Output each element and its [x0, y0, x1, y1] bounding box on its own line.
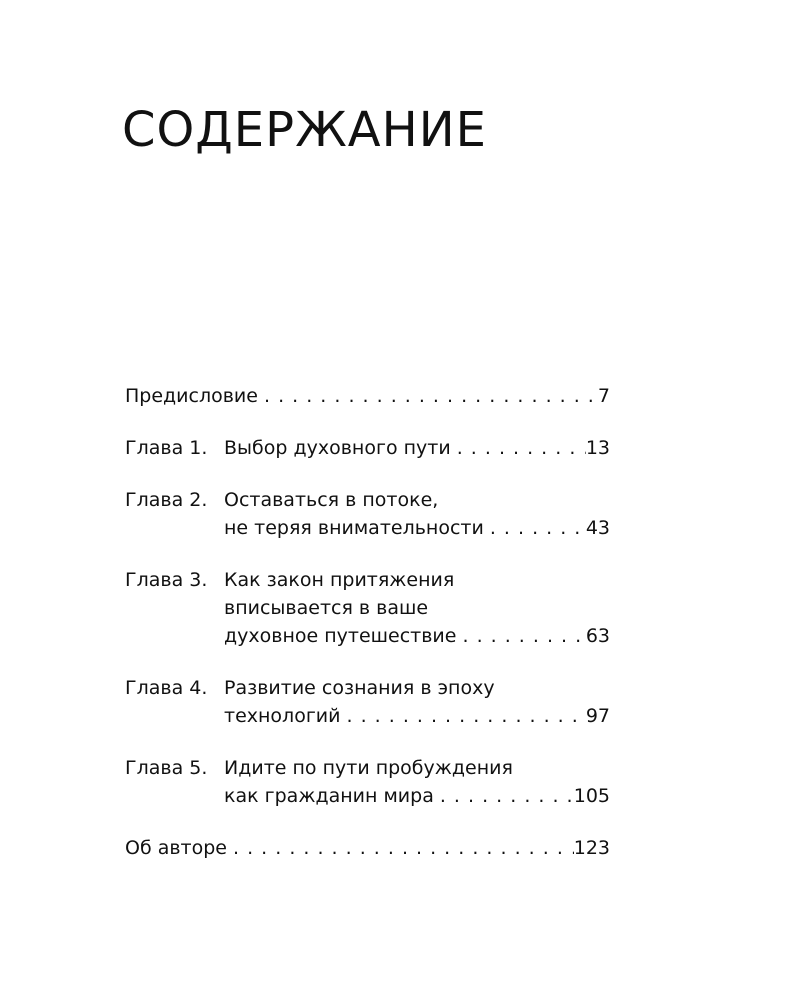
toc-entry-title: Развитие сознания в эпоху — [224, 677, 495, 699]
toc-entry-title-cont: духовное путешествие — [224, 625, 457, 647]
toc-entry-title-cont: не теряя внимательности — [224, 517, 484, 539]
toc-entry-title: Выбор духовного пути — [224, 437, 451, 459]
toc-entry-chapter-3[interactable] — [125, 566, 610, 650]
toc-page-number: 123 — [573, 837, 610, 859]
toc-entry-title-cont: как гражданин мира — [224, 785, 434, 807]
page-title: СОДЕРЖАНИЕ — [122, 102, 487, 158]
dot-leader — [341, 702, 586, 730]
dot-leader — [258, 382, 598, 410]
toc-page-number: 43 — [585, 517, 610, 539]
toc-page-number: 105 — [573, 785, 610, 807]
chapter-label: Глава 1. — [125, 437, 208, 459]
chapter-label: Глава 4. — [125, 677, 208, 699]
toc-page-number: 97 — [585, 705, 610, 727]
dot-leader — [227, 834, 574, 862]
toc-entry-title: Как закон притяжения — [224, 569, 455, 591]
chapter-label: Глава 2. — [125, 489, 208, 511]
chapter-label: Глава 3. — [125, 569, 208, 591]
table-of-contents — [125, 382, 610, 862]
toc-entry-title-cont: технологий — [224, 705, 341, 727]
toc-page-number: 7 — [597, 385, 610, 407]
toc-entry-chapter-4[interactable] — [125, 674, 610, 730]
dot-leader — [484, 514, 586, 542]
toc-entry-title: Предисловие — [125, 385, 258, 407]
dot-leader — [456, 622, 585, 650]
dot-leader — [434, 782, 574, 810]
dot-leader — [451, 434, 586, 462]
toc-page-number: 63 — [585, 625, 610, 647]
toc-entry-title-cont: вписывается в ваше — [224, 597, 429, 619]
chapter-label: Глава 5. — [125, 757, 208, 779]
toc-entry-chapter-1[interactable] — [125, 434, 610, 462]
toc-page-number: 13 — [585, 437, 610, 459]
toc-entry-preface[interactable] — [125, 382, 610, 410]
toc-entry-title: Оставаться в потоке, — [224, 489, 439, 511]
toc-entry-about-author[interactable] — [125, 834, 610, 862]
toc-entry-title: Идите по пути пробуждения — [224, 757, 513, 779]
toc-entry-chapter-5[interactable] — [125, 754, 610, 810]
toc-entry-chapter-2[interactable] — [125, 486, 610, 542]
toc-entry-title: Об авторе — [125, 837, 227, 859]
